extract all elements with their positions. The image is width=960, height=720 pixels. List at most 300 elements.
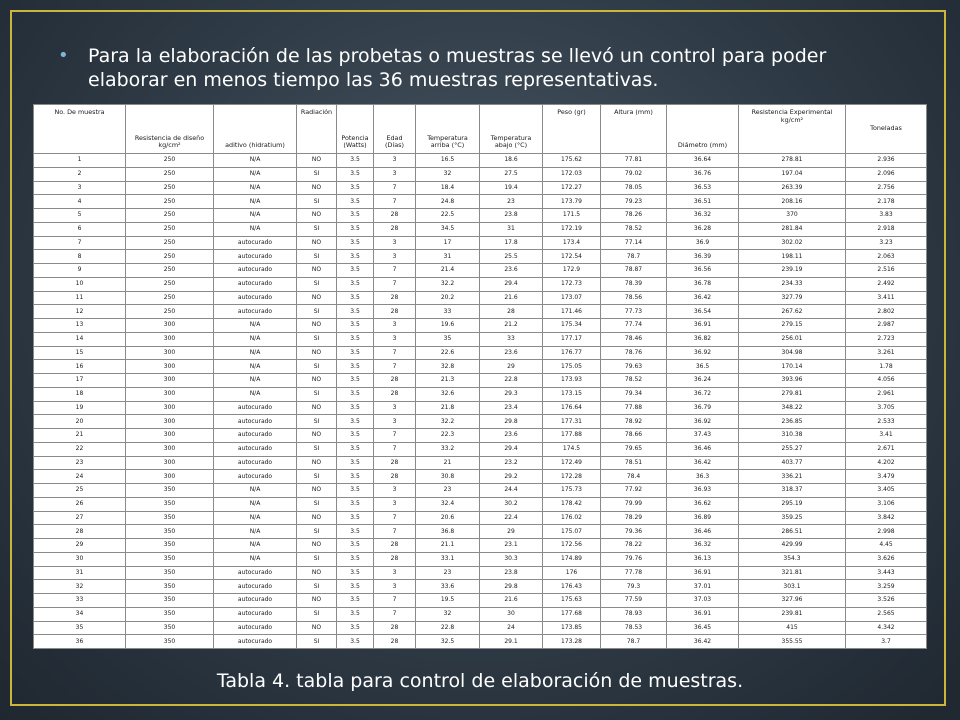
table-cell: 354.3: [739, 552, 846, 566]
table-cell: 3.5: [337, 511, 374, 525]
table-cell: 32.6: [416, 387, 480, 401]
table-cell: autocurado: [214, 429, 297, 443]
table-cell: 3.5: [337, 429, 374, 443]
table-cell: 34: [34, 607, 126, 621]
table-cell: 36.32: [667, 209, 739, 223]
table-cell: 281.84: [739, 222, 846, 236]
table-row: [34, 635, 927, 649]
table-cell: 29: [34, 539, 126, 553]
table-row: [34, 222, 927, 236]
table-cell: 32.4: [416, 497, 480, 511]
table-cell: 28: [374, 387, 416, 401]
table-cell: 3: [34, 181, 126, 195]
table-cell: 78.7: [601, 635, 667, 649]
table-cell: 23.2: [480, 456, 543, 470]
table-cell: 3.5: [337, 456, 374, 470]
table-cell: 300: [126, 429, 214, 443]
header-cell: Toneladas: [846, 105, 927, 154]
table-cell: 15: [34, 346, 126, 360]
table-cell: 19: [34, 401, 126, 415]
table-row: [34, 250, 927, 264]
table-cell: 3.5: [337, 539, 374, 553]
table-cell: N/A: [214, 497, 297, 511]
table-cell: 197.04: [739, 167, 846, 181]
table-cell: 177.68: [543, 607, 601, 621]
table-cell: 178.42: [543, 497, 601, 511]
table-row: [34, 552, 927, 566]
bullet-point: [58, 44, 898, 92]
table-cell: 19.6: [416, 319, 480, 333]
table-cell: 32: [416, 607, 480, 621]
table-cell: 37.43: [667, 429, 739, 443]
table-cell: 3.259: [846, 580, 927, 594]
table-cell: 78.87: [601, 264, 667, 278]
table-cell: NO: [297, 291, 337, 305]
table-row: [34, 580, 927, 594]
table-cell: 78.92: [601, 415, 667, 429]
table-cell: 355.55: [739, 635, 846, 649]
table-cell: SI: [297, 222, 337, 236]
table-cell: 300: [126, 415, 214, 429]
table-row: [34, 525, 927, 539]
table-cell: 3.5: [337, 594, 374, 608]
table-cell: 36.39: [667, 250, 739, 264]
table-cell: autocurado: [214, 291, 297, 305]
table-cell: 36.76: [667, 167, 739, 181]
table-cell: 36.32: [667, 539, 739, 553]
table-cell: 176: [543, 566, 601, 580]
table-cell: 3: [374, 167, 416, 181]
bullet-text: Para la elaboración de las probetas o muestras se llevó un control para poder elaborar en menos tiempo las 36 muestras representativas.: [88, 45, 827, 91]
table-row: [34, 167, 927, 181]
table-cell: 7: [374, 525, 416, 539]
table-cell: 173.4: [543, 236, 601, 250]
table-cell: SI: [297, 525, 337, 539]
table-cell: 78.76: [601, 346, 667, 360]
samples-table-container: [33, 104, 926, 649]
table-cell: N/A: [214, 346, 297, 360]
table-cell: 20: [34, 415, 126, 429]
table-cell: 24: [34, 470, 126, 484]
table-cell: 3: [374, 497, 416, 511]
table-cell: 172.56: [543, 539, 601, 553]
table-cell: 27: [34, 511, 126, 525]
table-cell: NO: [297, 236, 337, 250]
table-cell: 3.5: [337, 401, 374, 415]
table-cell: 300: [126, 401, 214, 415]
table-cell: 327.79: [739, 291, 846, 305]
table-cell: 300: [126, 470, 214, 484]
table-row: [34, 236, 927, 250]
table-row: [34, 305, 927, 319]
table-cell: 176.02: [543, 511, 601, 525]
table-row: [34, 154, 927, 168]
table-cell: 36.46: [667, 442, 739, 456]
table-cell: NO: [297, 511, 337, 525]
table-cell: 3.83: [846, 209, 927, 223]
table-cell: 1: [34, 154, 126, 168]
table-cell: 173.15: [543, 387, 601, 401]
table-cell: SI: [297, 305, 337, 319]
table-cell: 302.02: [739, 236, 846, 250]
table-cell: 250: [126, 305, 214, 319]
table-cell: 79.65: [601, 442, 667, 456]
table-cell: 21.1: [416, 539, 480, 553]
table-cell: 415: [739, 621, 846, 635]
table-cell: N/A: [214, 181, 297, 195]
table-cell: 36.93: [667, 484, 739, 498]
table-cell: 4.342: [846, 621, 927, 635]
table-cell: 77.92: [601, 484, 667, 498]
table-cell: 29.8: [480, 415, 543, 429]
table-cell: 278.81: [739, 154, 846, 168]
table-cell: 33.6: [416, 580, 480, 594]
header-cell: Resistencia Experimental kg/cm²: [739, 105, 846, 154]
table-cell: 36.89: [667, 511, 739, 525]
table-cell: 7: [374, 360, 416, 374]
table-cell: 36.91: [667, 319, 739, 333]
table-cell: 7: [374, 346, 416, 360]
table-cell: 3: [374, 415, 416, 429]
table-cell: 78.66: [601, 429, 667, 443]
table-cell: 2.178: [846, 195, 927, 209]
table-row: [34, 209, 927, 223]
header-cell: Resistencia de diseño kg/cm²: [126, 105, 214, 154]
table-cell: 7: [374, 195, 416, 209]
table-cell: SI: [297, 332, 337, 346]
table-row: [34, 360, 927, 374]
table-cell: 3.7: [846, 635, 927, 649]
table-cell: 3.5: [337, 332, 374, 346]
table-cell: 36.53: [667, 181, 739, 195]
table-cell: 78.52: [601, 222, 667, 236]
table-cell: 300: [126, 387, 214, 401]
table-cell: 29: [480, 525, 543, 539]
table-cell: N/A: [214, 154, 297, 168]
table-cell: 36.42: [667, 291, 739, 305]
table-cell: 37.01: [667, 580, 739, 594]
table-cell: 32: [34, 580, 126, 594]
table-cell: 36.24: [667, 374, 739, 388]
table-cell: 36.91: [667, 607, 739, 621]
table-cell: 36.82: [667, 332, 739, 346]
table-row: [34, 264, 927, 278]
table-cell: 359.25: [739, 511, 846, 525]
table-cell: 35: [416, 332, 480, 346]
table-cell: 36.3: [667, 470, 739, 484]
table-cell: 17.8: [480, 236, 543, 250]
table-cell: 3.842: [846, 511, 927, 525]
table-cell: 171.5: [543, 209, 601, 223]
table-cell: 3.5: [337, 305, 374, 319]
table-cell: SI: [297, 607, 337, 621]
table-cell: 36.64: [667, 154, 739, 168]
table-cell: N/A: [214, 511, 297, 525]
table-cell: 250: [126, 236, 214, 250]
table-cell: 174.5: [543, 442, 601, 456]
table-cell: 36.56: [667, 264, 739, 278]
table-cell: SI: [297, 250, 337, 264]
header-cell: Altura (mm): [601, 105, 667, 154]
table-cell: 175.07: [543, 525, 601, 539]
table-cell: 32.8: [416, 360, 480, 374]
table-cell: 21.3: [416, 374, 480, 388]
table-cell: 295.19: [739, 497, 846, 511]
table-cell: SI: [297, 552, 337, 566]
table-cell: NO: [297, 566, 337, 580]
table-cell: 77.88: [601, 401, 667, 415]
table-cell: autocurado: [214, 442, 297, 456]
table-cell: 21.2: [480, 319, 543, 333]
table-cell: 279.81: [739, 387, 846, 401]
table-cell: NO: [297, 154, 337, 168]
table-cell: 28: [374, 456, 416, 470]
header-cell: aditivo (hidratium): [214, 105, 297, 154]
table-cell: SI: [297, 442, 337, 456]
table-cell: 28: [374, 209, 416, 223]
table-cell: 36.5: [667, 360, 739, 374]
table-cell: 25.5: [480, 250, 543, 264]
table-cell: 172.27: [543, 181, 601, 195]
table-cell: 350: [126, 635, 214, 649]
table-header-row: [34, 105, 927, 154]
table-cell: NO: [297, 374, 337, 388]
table-cell: 23.8: [480, 566, 543, 580]
table-cell: 28: [374, 635, 416, 649]
table-cell: autocurado: [214, 401, 297, 415]
table-cell: NO: [297, 346, 337, 360]
table-cell: 173.28: [543, 635, 601, 649]
table-cell: 7: [374, 181, 416, 195]
table-cell: 3: [374, 236, 416, 250]
table-cell: N/A: [214, 374, 297, 388]
table-cell: 36.42: [667, 456, 739, 470]
table-cell: 250: [126, 154, 214, 168]
table-cell: autocurado: [214, 635, 297, 649]
table-cell: 3.5: [337, 525, 374, 539]
table-cell: 2.533: [846, 415, 927, 429]
table-row: [34, 442, 927, 456]
table-cell: 77.74: [601, 319, 667, 333]
table-cell: 3: [374, 154, 416, 168]
table-cell: 2: [34, 167, 126, 181]
table-cell: NO: [297, 401, 337, 415]
table-cell: 78.93: [601, 607, 667, 621]
table-cell: 175.05: [543, 360, 601, 374]
table-cell: 173.07: [543, 291, 601, 305]
table-cell: 2.723: [846, 332, 927, 346]
header-cell: Temperatura abajo (°C): [480, 105, 543, 154]
table-cell: 176.43: [543, 580, 601, 594]
table-cell: 77.78: [601, 566, 667, 580]
table-cell: 32.2: [416, 415, 480, 429]
table-cell: 29.3: [480, 387, 543, 401]
table-cell: 78.22: [601, 539, 667, 553]
table-cell: 4: [34, 195, 126, 209]
table-cell: 25: [34, 484, 126, 498]
table-cell: 29.8: [480, 580, 543, 594]
table-cell: 174.89: [543, 552, 601, 566]
table-cell: 79.02: [601, 167, 667, 181]
table-cell: SI: [297, 360, 337, 374]
header-cell: Radiación: [297, 105, 337, 154]
table-cell: 171.46: [543, 305, 601, 319]
table-cell: 175.34: [543, 319, 601, 333]
table-row: [34, 621, 927, 635]
table-cell: autocurado: [214, 236, 297, 250]
table-cell: 300: [126, 456, 214, 470]
table-cell: autocurado: [214, 594, 297, 608]
table-cell: 12: [34, 305, 126, 319]
table-cell: 2.918: [846, 222, 927, 236]
table-cell: 3.5: [337, 607, 374, 621]
table-cell: 2.565: [846, 607, 927, 621]
table-cell: 300: [126, 319, 214, 333]
table-cell: 22: [34, 442, 126, 456]
table-cell: 318.37: [739, 484, 846, 498]
table-cell: autocurado: [214, 621, 297, 635]
table-cell: 3.5: [337, 236, 374, 250]
table-cell: 20.6: [416, 511, 480, 525]
table-row: [34, 484, 927, 498]
table-cell: 34.5: [416, 222, 480, 236]
table-cell: 3: [374, 250, 416, 264]
table-cell: 78.7: [601, 250, 667, 264]
table-cell: 77.14: [601, 236, 667, 250]
table-row: [34, 195, 927, 209]
table-row: [34, 456, 927, 470]
table-cell: 28: [480, 305, 543, 319]
table-cell: 350: [126, 566, 214, 580]
table-cell: 3.411: [846, 291, 927, 305]
table-cell: 78.39: [601, 277, 667, 291]
table-cell: 22.5: [416, 209, 480, 223]
table-cell: 3.5: [337, 154, 374, 168]
table-cell: 350: [126, 525, 214, 539]
table-cell: 18: [34, 387, 126, 401]
table-cell: 10: [34, 277, 126, 291]
table-cell: 348.22: [739, 401, 846, 415]
table-cell: autocurado: [214, 607, 297, 621]
table-cell: 7: [374, 264, 416, 278]
table-cell: 3.23: [846, 236, 927, 250]
table-cell: 3.5: [337, 566, 374, 580]
table-cell: 19.4: [480, 181, 543, 195]
table-cell: 36.91: [667, 566, 739, 580]
table-cell: 29.2: [480, 470, 543, 484]
table-cell: 23.1: [480, 539, 543, 553]
table-cell: 172.54: [543, 250, 601, 264]
table-cell: 79.36: [601, 525, 667, 539]
table-cell: 28: [374, 539, 416, 553]
table-cell: 3.5: [337, 621, 374, 635]
table-cell: 3.5: [337, 580, 374, 594]
table-row: [34, 429, 927, 443]
table-cell: 2.961: [846, 387, 927, 401]
table-cell: autocurado: [214, 580, 297, 594]
table-cell: 20.2: [416, 291, 480, 305]
table-cell: 22.6: [416, 346, 480, 360]
table-cell: 7: [34, 236, 126, 250]
table-cell: 3.5: [337, 360, 374, 374]
table-cell: 3.405: [846, 484, 927, 498]
table-cell: autocurado: [214, 264, 297, 278]
table-cell: 177.17: [543, 332, 601, 346]
table-cell: 3.5: [337, 484, 374, 498]
table-cell: 7: [374, 429, 416, 443]
table-cell: 170.14: [739, 360, 846, 374]
table-cell: 177.88: [543, 429, 601, 443]
table-cell: 3.5: [337, 222, 374, 236]
table-cell: 78.29: [601, 511, 667, 525]
table-cell: 77.81: [601, 154, 667, 168]
table-cell: 21.6: [480, 291, 543, 305]
table-cell: 21.8: [416, 401, 480, 415]
table-cell: 263.39: [739, 181, 846, 195]
table-cell: 3.5: [337, 250, 374, 264]
table-cell: 4.056: [846, 374, 927, 388]
table-cell: N/A: [214, 332, 297, 346]
table-cell: 3.705: [846, 401, 927, 415]
table-cell: 23.4: [480, 401, 543, 415]
table-row: [34, 401, 927, 415]
table-cell: autocurado: [214, 415, 297, 429]
table-cell: 28: [374, 291, 416, 305]
table-cell: 22.3: [416, 429, 480, 443]
table-cell: 250: [126, 277, 214, 291]
table-cell: 79.99: [601, 497, 667, 511]
table-cell: 36.9: [667, 236, 739, 250]
table-cell: SI: [297, 195, 337, 209]
table-cell: 17: [416, 236, 480, 250]
table-cell: 3.5: [337, 264, 374, 278]
table-cell: 78.51: [601, 456, 667, 470]
table-cell: 3: [374, 401, 416, 415]
header-cell: Potencia (Watts): [337, 105, 374, 154]
table-cell: 11: [34, 291, 126, 305]
table-cell: 2.063: [846, 250, 927, 264]
table-row: [34, 346, 927, 360]
table-cell: 175.63: [543, 594, 601, 608]
table-cell: 172.19: [543, 222, 601, 236]
header-cell: No. De muestra: [34, 105, 126, 154]
table-cell: 3.5: [337, 291, 374, 305]
table-cell: 350: [126, 484, 214, 498]
table-cell: 3: [374, 319, 416, 333]
table-cell: 29.4: [480, 442, 543, 456]
table-cell: N/A: [214, 525, 297, 539]
table-cell: 17: [34, 374, 126, 388]
table-cell: 28: [374, 621, 416, 635]
table-cell: 23: [34, 456, 126, 470]
table-cell: 29.1: [480, 635, 543, 649]
table-row: [34, 594, 927, 608]
table-cell: 77.59: [601, 594, 667, 608]
table-cell: 3.5: [337, 415, 374, 429]
table-cell: 250: [126, 291, 214, 305]
table-cell: 2.802: [846, 305, 927, 319]
table-cell: 21: [34, 429, 126, 443]
table-cell: 2.516: [846, 264, 927, 278]
table-cell: 29: [480, 360, 543, 374]
table-cell: 36.79: [667, 401, 739, 415]
table-cell: 4.202: [846, 456, 927, 470]
table-cell: 172.28: [543, 470, 601, 484]
table-cell: 28: [374, 374, 416, 388]
table-cell: 300: [126, 442, 214, 456]
table-cell: 36.92: [667, 346, 739, 360]
bullet-dot-icon: •: [58, 45, 69, 66]
